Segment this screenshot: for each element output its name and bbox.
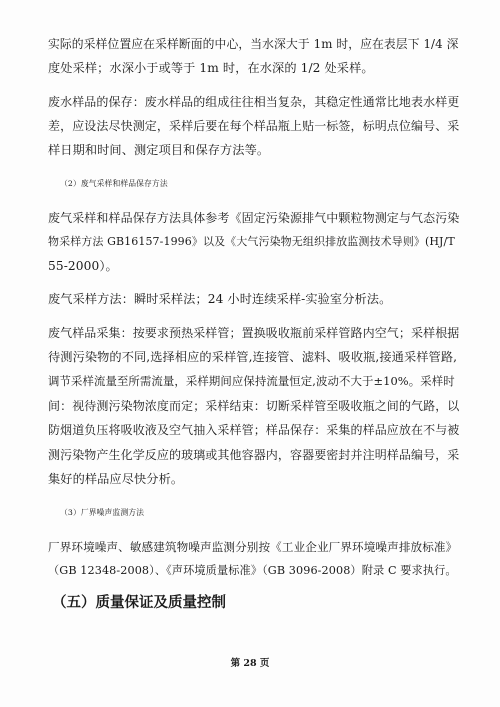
subsection-title: （3）厂界噪声监测方法: [60, 508, 145, 517]
paragraph-line: 55-2000）。: [48, 259, 118, 273]
paragraph-line: 废气样品采集：按要求预热采样管；置换吸收瓶前采样管路内空气；采样根据: [48, 326, 460, 340]
paragraph-line: 废气采样方法：瞬时采样法；24 小时连续采样-实验室分析法。: [48, 292, 392, 306]
page-number: 第 28 页: [230, 658, 270, 669]
paragraph-line: （GB 12348-2008）、《声环境质量标准》（GB 3096-2008）附录 C 要求执行。: [48, 564, 457, 577]
paragraph-line: 度处采样；水深小于或等于 1m 时，在水深的 1/2 处采样。: [48, 61, 374, 75]
paragraph-line: 厂界环境噪声、敏感建筑物噪声监测分别按《工业企业厂界环境噪声排放标准》: [48, 540, 458, 554]
paragraph-line: 调节采样流量至所需流量，采样期间应保持流量恒定,波动不大于±10%。采样时: [48, 374, 455, 388]
paragraph-line: 废水样品的保存：废水样品的组成往往相当复杂，其稳定性通常比地表水样更: [48, 95, 460, 109]
paragraph-line: 废气采样和样品保存方法具体参考《固定污染源排气中颗粒物测定与气态污染: [48, 211, 460, 225]
paragraph-line: 待测污染物的不同,选择相应的采样管,连接管、滤料、吸收瓶,接通采样管路,: [48, 350, 458, 364]
paragraph-line: 差，应设法尽快测定，采样后要在每个样品瓶上贴一标签，标明点位编号、采: [48, 119, 460, 133]
paragraph-line: 实际的采样位置应在采样断面的中心，当水深大于 1m 时，应在表层下 1/4 深: [48, 37, 459, 51]
section-heading: （五）质量保证及质量控制: [52, 595, 226, 611]
paragraph-line: 集好的样品应尽快分析。: [48, 472, 184, 486]
paragraph-line: 间：视待测污染物浓度而定；采样结束：切断采样管至吸收瓶之间的气路，以: [48, 399, 460, 413]
paragraph-line: 防烟道负压将吸收液及空气抽入采样管；样品保存：采集的样品应放在不与被: [48, 423, 460, 437]
paragraph-line: 样日期和时间、测定项目和保存方法等。: [48, 143, 270, 157]
paragraph-line: 物采样方法 GB16157-1996》以及《大气污染物无组织排放监测技术导则》(HJ/T: [48, 235, 455, 248]
subsection-title: （2）废气采样和样品保存方法: [60, 179, 168, 188]
paragraph-line: 测污染物产生化学反应的玻璃或其他容器内，容器要密封并注明样品编号，采: [48, 448, 460, 462]
